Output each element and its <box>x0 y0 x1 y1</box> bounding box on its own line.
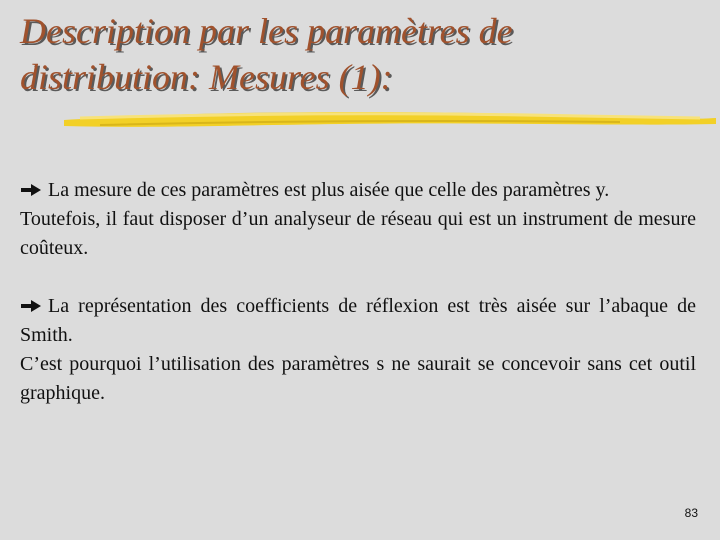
paragraph-1-text: La mesure de ces paramètres est plus aisée que celle des paramètres y. <box>48 179 610 201</box>
slide-title-line-1: Description par les paramètres de <box>20 11 513 51</box>
page-number: 83 <box>684 506 698 520</box>
slide-title-line-2: distribution: Mesures (1): <box>20 57 393 97</box>
paragraph-2 <box>20 292 696 408</box>
paragraph-1-continuation: Toutefois, il faut disposer d’un analyseur de réseau qui est un instrument de mesure coûteux. <box>20 208 696 259</box>
paragraph-2-text: La représentation des coefficients de réflexion est très aisée sur l’abaque de Smith. <box>20 295 696 346</box>
arrow-right-icon <box>20 299 42 313</box>
arrow-right-icon <box>20 183 42 197</box>
paragraph-1 <box>20 176 696 263</box>
title-underline-stroke <box>60 106 720 130</box>
slide-body <box>20 176 696 408</box>
paragraph-2-continuation: C’est pourquoi l’utilisation des paramètres s ne saurait se concevoir sans cet outil graphique. <box>20 353 696 404</box>
slide-title <box>20 8 700 100</box>
